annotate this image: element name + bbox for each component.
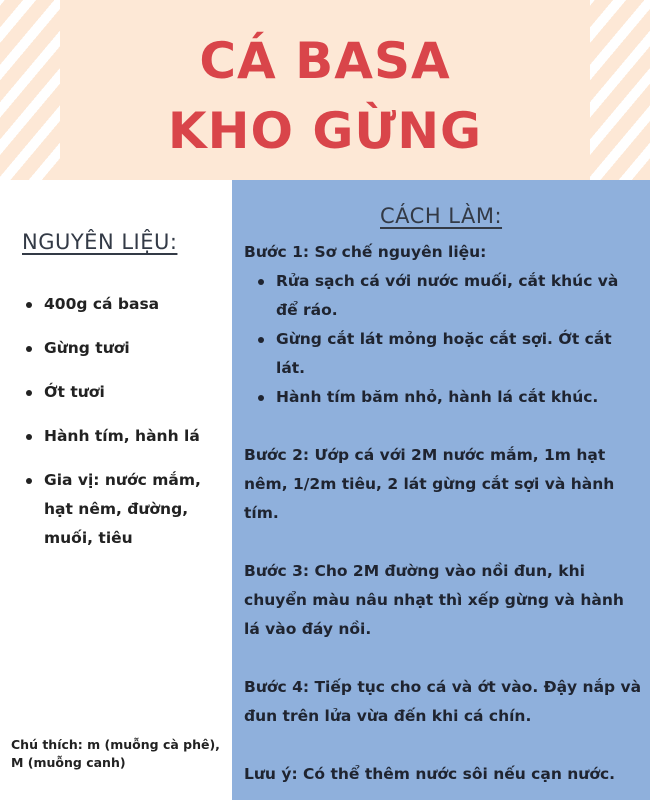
ingredients-panel: [0, 180, 232, 800]
title-line-1: CÁ BASA: [199, 32, 451, 90]
ingredients-list: [24, 290, 224, 568]
step-1-list: [244, 267, 642, 412]
method-steps: [244, 238, 642, 789]
spacer: [244, 412, 642, 441]
spacer: [244, 528, 642, 557]
ingredient-item: Hành tím, hành lá: [24, 422, 224, 451]
step-1-item: Gừng cắt lát mỏng hoặc cắt sợi. Ớt cắt lát.: [244, 325, 642, 383]
step-2: Bước 2: Ướp cá với 2M nước mắm, 1m hạt nêm, 1/2m tiêu, 2 lát gừng cắt sợi và hành tím.: [244, 446, 615, 522]
step-1-title: Bước 1: Sơ chế nguyên liệu:: [244, 243, 487, 261]
title-line-2: KHO GỪNG: [167, 102, 483, 160]
ingredient-item: 400g cá basa: [24, 290, 224, 319]
header-banner: [0, 0, 650, 180]
measurement-note: Chú thích: m (muỗng cà phê), M (muỗng canh): [11, 737, 220, 770]
ingredient-item: Gừng tươi: [24, 334, 224, 363]
ingredient-item: Ớt tươi: [24, 378, 224, 407]
step-1-item: Rửa sạch cá với nước muối, cắt khúc và để ráo.: [244, 267, 642, 325]
page-title: [0, 26, 650, 166]
method-panel: [232, 180, 650, 800]
step-3: Bước 3: Cho 2M đường vào nồi đun, khi chuyển màu nâu nhạt thì xếp gừng và hành lá vào đáy nồi.: [244, 562, 624, 638]
step-4: Bước 4: Tiếp tục cho cá và ớt vào. Đậy nắp và đun trên lửa vừa đến khi cá chín.: [244, 678, 642, 725]
method-heading: CÁCH LÀM:: [380, 204, 503, 228]
ingredients-heading: NGUYÊN LIỆU:: [22, 230, 178, 254]
spacer: [244, 644, 642, 673]
ingredient-item: Gia vị: nước mắm, hạt nêm, đường, muối, tiêu: [24, 466, 224, 553]
tip-note: Lưu ý: Có thể thêm nước sôi nếu cạn nước.: [244, 765, 616, 783]
step-1-item: Hành tím băm nhỏ, hành lá cắt khúc.: [244, 383, 642, 412]
spacer: [244, 731, 642, 760]
